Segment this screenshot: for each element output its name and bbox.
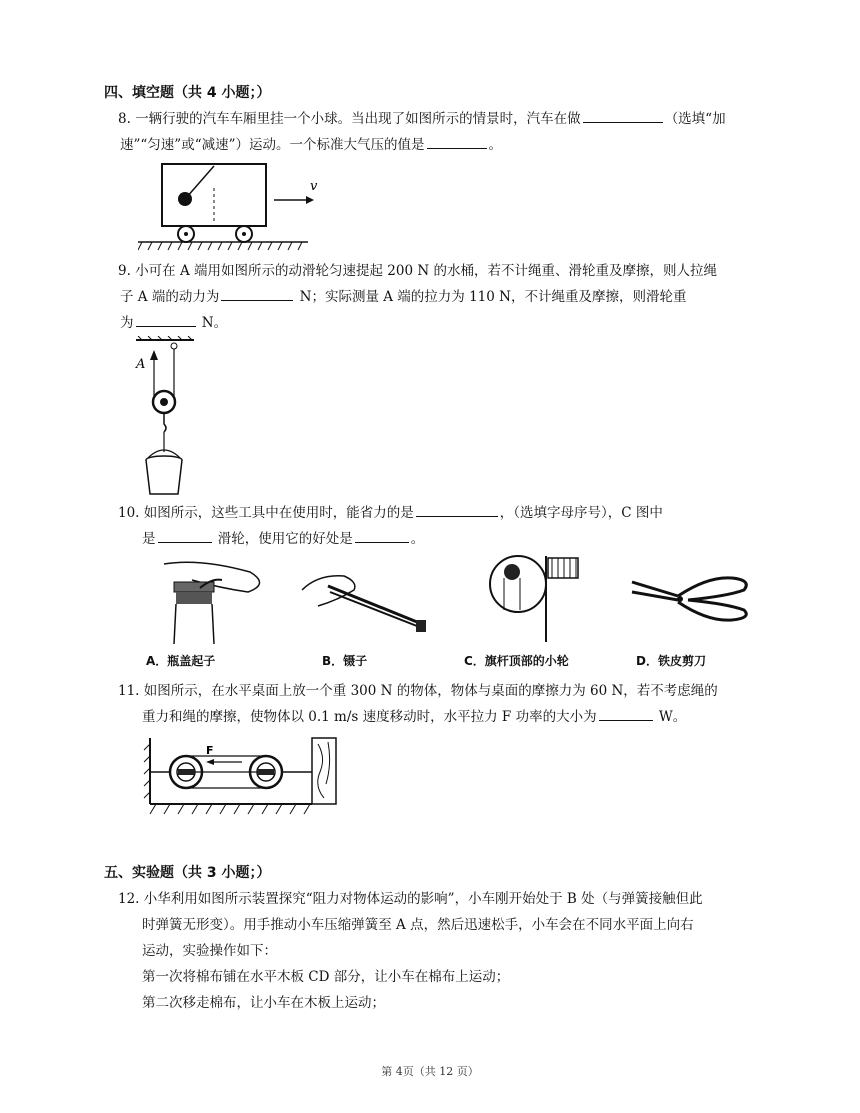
end-a-label: A <box>136 357 146 372</box>
question-text: 小可在 A 端用如图所示的动滑轮匀速提起 200 N 的水桶，若不计绳重、滑轮重及摩擦，则人拉绳 <box>135 263 717 279</box>
answer-blank[interactable] <box>599 704 653 721</box>
answer-blank[interactable] <box>136 310 196 327</box>
movable-pulley-figure <box>132 336 202 498</box>
question-text: 如图所示，在水平桌面上放一个重 300 N 的物体，物体与桌面的摩擦力为 60 N，若不考虑绳的 <box>143 683 718 699</box>
tool-caption-d: D．铁皮剪刀 <box>636 654 706 668</box>
question-text: 滑轮，使用它的好处是 <box>217 531 353 547</box>
pulley-friction-figure <box>142 734 338 820</box>
question-text: 如图所示，这些工具中在使用时，能省力的是 <box>143 505 414 521</box>
question-10 <box>118 500 768 552</box>
question-number: 12. <box>118 891 140 907</box>
section-title-fill-in: 四、填空题（共 4 小题；） <box>104 85 271 101</box>
question-11 <box>118 678 768 730</box>
question-text: 小华利用如图所示装置探究“阻力对物体运动的影响”，小车刚开始处于 B 处（与弹簧接触但此 <box>143 891 703 907</box>
car-pendulum-figure <box>138 160 338 252</box>
question-number: 11. <box>118 683 140 699</box>
answer-blank[interactable] <box>221 284 293 301</box>
answer-blank[interactable] <box>158 526 212 543</box>
question-text: 第一次将棉布铺在水平木板 CD 部分，让小车在棉布上运动； <box>142 969 510 985</box>
page-footer: 第 4页（共 12 页） <box>381 1065 479 1078</box>
answer-blank[interactable] <box>416 500 498 517</box>
question-number: 8. <box>118 111 131 127</box>
question-9 <box>118 258 768 336</box>
question-text: 第二次移走棉布，让小车在木板上运动； <box>142 995 385 1011</box>
question-text: 。 <box>488 137 503 153</box>
section-title-experiment: 五、实验题（共 3 小题；） <box>104 865 271 881</box>
question-number: 10. <box>118 505 140 521</box>
question-text: 一辆行驶的汽车车厢里挂一个小球。当出现了如图所示的情景时，汽车在做 <box>135 111 581 127</box>
tin-snips-figure <box>628 566 758 636</box>
bottle-opener-figure <box>140 558 280 646</box>
question-text: 重力和绳的摩擦，使物体以 0.1 m/s 速度移动时，水平拉力 F 功率的大小为 <box>142 709 597 725</box>
tweezers-figure <box>298 560 438 644</box>
velocity-label: v <box>310 179 318 194</box>
question-text: ，（选填字母序号），C 图中 <box>499 505 663 521</box>
question-text: 为 <box>120 315 134 331</box>
answer-blank[interactable] <box>583 106 663 123</box>
question-text: N。 <box>201 315 228 331</box>
flagpole-pulley-figure <box>486 552 586 644</box>
question-text: （选填“加 <box>664 111 726 127</box>
question-text: 时弹簧无形变）。用手推动小车压缩弹簧至 A 点，然后迅速松手，小车会在不同水平面上向右 <box>142 917 694 933</box>
question-text: 速”“匀速”或“减速”）运动。一个标准大气压的值是 <box>120 137 425 153</box>
tool-caption-b: B．镊子 <box>322 654 368 668</box>
tool-caption-a: A．瓶盖起子 <box>146 654 216 668</box>
question-8 <box>118 106 768 158</box>
force-f-label: F <box>206 744 214 757</box>
question-number: 9. <box>118 263 131 279</box>
tool-caption-c: C．旗杆顶部的小轮 <box>464 654 569 668</box>
question-text: 是 <box>142 531 156 547</box>
question-text: N；实际测量 A 端的拉力为 110 N，不计绳重及摩擦，则滑轮重 <box>299 289 687 305</box>
question-12 <box>118 886 768 1016</box>
answer-blank[interactable] <box>355 526 409 543</box>
question-text: W。 <box>658 709 687 725</box>
question-text: 子 A 端的动力为 <box>120 289 220 305</box>
question-text: 运动，实验操作如下： <box>142 943 277 959</box>
question-text: 。 <box>410 531 425 547</box>
answer-blank[interactable] <box>427 132 487 149</box>
